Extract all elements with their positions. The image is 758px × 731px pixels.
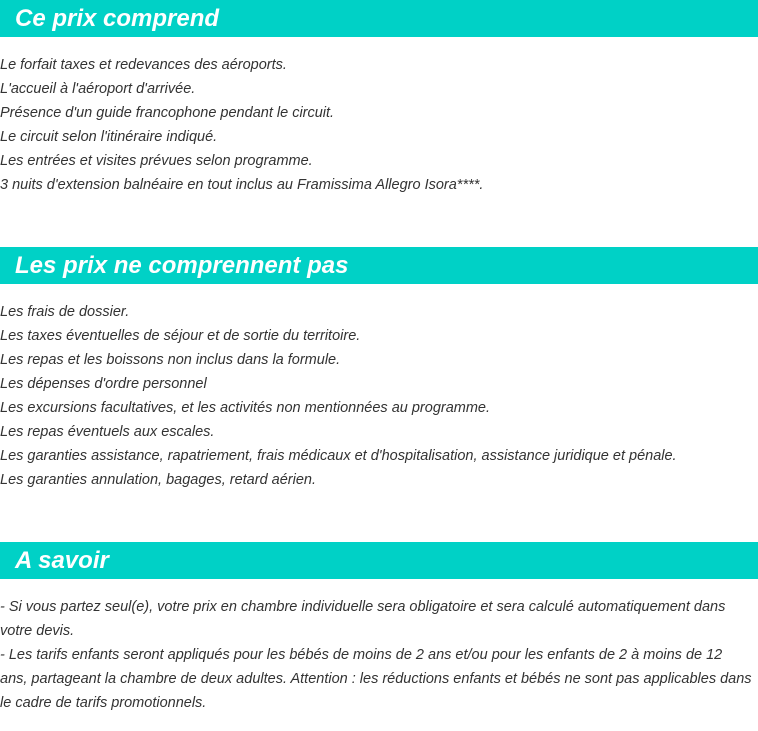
list-item: Les garanties annulation, bagages, retard aérien. (0, 472, 316, 488)
list-item: Les entrées et visites prévues selon programme. (0, 153, 313, 169)
list-item: Le circuit selon l'itinéraire indiqué. (0, 129, 218, 145)
info-section (0, 542, 758, 715)
list-item: L'accueil à l'aéroport d'arrivée. (0, 81, 196, 97)
info-paragraph-children: - Les tarifs enfants seront appliqués pour les bébés de moins de 2 ans et/ou pour les enfants de 2 à moins de 12 ans, partageant la chambre de deux adultes. Attention : les réductions enfants et bébés ne sont pas applicables dans le cadre de tarifs promotionnels. (0, 647, 752, 711)
info-paragraph-solo: - Si vous partez seul(e), votre prix en chambre individuelle sera obligatoire et sera calculé automatiquement dans votre devis. (0, 599, 726, 639)
excluded-heading: Les prix ne comprennent pas (0, 247, 758, 284)
list-item: 3 nuits d'extension balnéaire en tout inclus au Framissima Allegro Isora****. (0, 177, 484, 193)
list-item: Les garanties assistance, rapatriement, frais médicaux et d'hospitalisation, assistance juridique et pénale. (0, 448, 677, 464)
list-item: Présence d'un guide francophone pendant le circuit. (0, 105, 335, 121)
excluded-section (0, 247, 758, 492)
list-item: Les repas et les boissons non inclus dans la formule. (0, 352, 341, 368)
included-list (0, 53, 758, 197)
list-item: Les repas éventuels aux escales. (0, 424, 215, 440)
excluded-list (0, 300, 758, 492)
info-heading: A savoir (0, 542, 758, 579)
list-item: Les dépenses d'ordre personnel (0, 376, 207, 392)
list-item: Les taxes éventuelles de séjour et de sortie du territoire. (0, 328, 361, 344)
included-section (0, 0, 758, 197)
info-body (0, 595, 758, 715)
list-item: Les excursions facultatives, et les activités non mentionnées au programme. (0, 400, 491, 416)
list-item: Les frais de dossier. (0, 304, 130, 320)
included-heading: Ce prix comprend (0, 0, 758, 37)
list-item: Le forfait taxes et redevances des aéroports. (0, 57, 287, 73)
